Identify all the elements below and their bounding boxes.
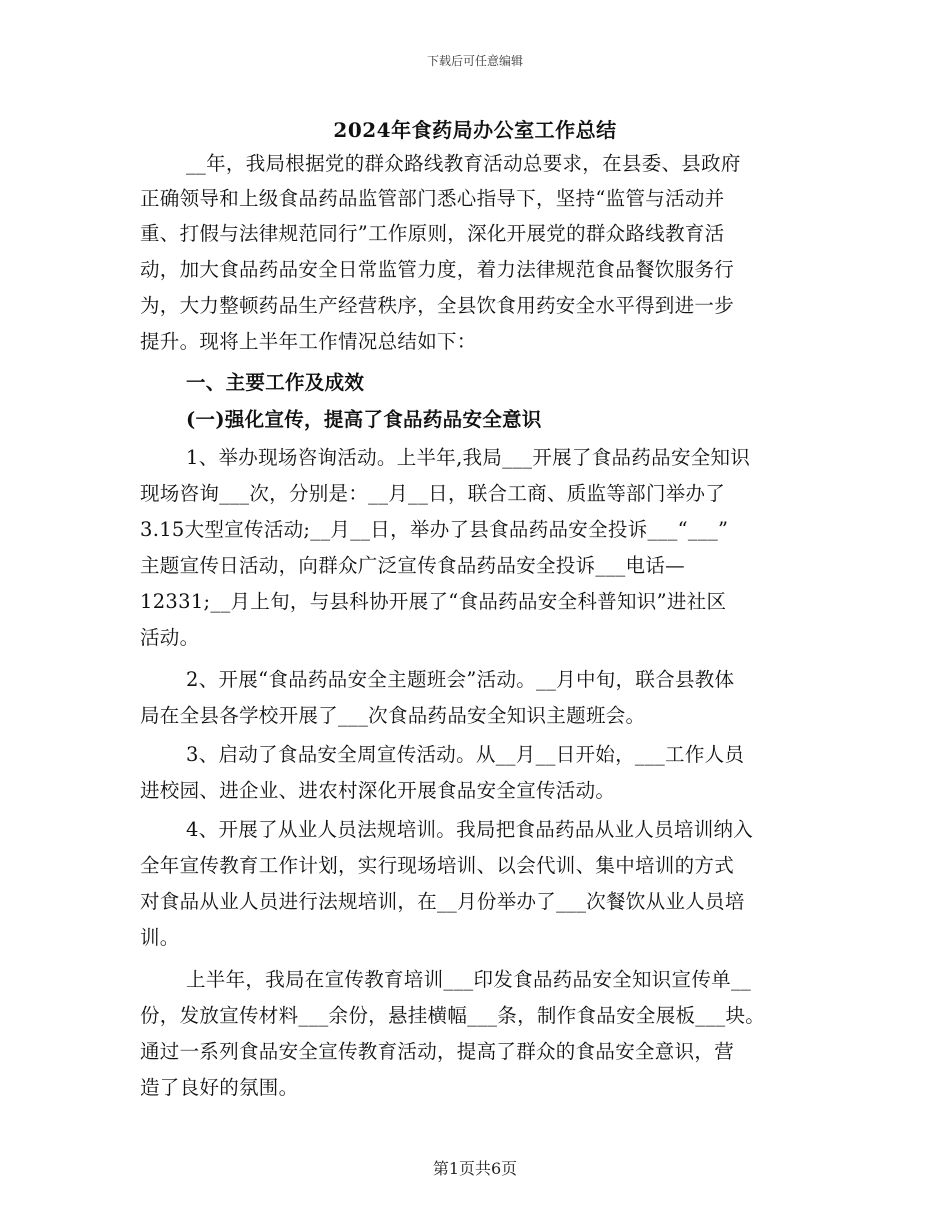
paragraph-line: 对食品从业人员进行法规培训，在__月份举办了___次餐饮从业人员培 [140, 890, 745, 913]
paragraph-line: 重、打假与法律规范同行”工作原则，深化开展党的群众路线教育活 [140, 222, 725, 245]
paragraph-line: __年，我局根据党的群众路线教育活动总要求，在县委、县政府 [186, 152, 741, 175]
paragraph-line: 1、举办现场咨询活动。上半年,我局___开展了食品药品安全知识 [186, 446, 751, 469]
paragraph-line: 3.15大型宣传活动;__月__日，举办了县食品药品安全投诉___“___” [140, 518, 729, 541]
subsection-heading: (一)强化宣传，提高了食品药品安全意识 [186, 408, 542, 431]
paragraph-line: 通过一系列食品安全宣传教育活动，提高了群众的食品安全意识，营 [140, 1040, 735, 1063]
section-heading: 一、主要工作及成效 [186, 371, 365, 394]
paragraph-line: 主题宣传日活动，向群众广泛宣传食品药品安全投诉___电话— [140, 554, 685, 577]
paragraph-line: 12331;__月上旬，与县科协开展了“食品药品安全科普知识”进社区 [140, 590, 727, 613]
paragraph-line: 活动。 [140, 626, 200, 649]
paragraph-line: 进校园、进企业、进农村深化开展食品安全宣传活动。 [140, 779, 616, 802]
paragraph-line: 动，加大食品药品安全日常监管力度，着力法律规范食品餐饮服务行 [140, 258, 735, 281]
paragraph-line: 造了良好的氛围。 [140, 1076, 299, 1099]
paragraph-line: 正确领导和上级食品药品监管部门悉心指导下，坚持“监管与活动并 [140, 187, 725, 210]
paragraph-line: 3、启动了食品安全周宣传活动。从__月__日开始，___工作人员 [186, 743, 745, 766]
page-number: 第1页共6页 [432, 1159, 518, 1178]
paragraph-line: 训。 [140, 926, 180, 949]
paragraph-line: 4、开展了从业人员法规培训。我局把食品药品从业人员培训纳入 [186, 818, 754, 841]
paragraph-line: 全年宣传教育工作计划，实行现场培训、以会代训、集中培训的方式 [140, 854, 735, 877]
page-header-note: 下载后可任意编辑 [426, 54, 523, 68]
paragraph-line: 上半年，我局在宣传教育培训___印发食品药品安全知识宣传单__ [186, 968, 752, 991]
paragraph-line: 份，发放宣传材料___余份，悬挂横幅___条，制作食品安全展板___块。 [140, 1004, 766, 1027]
document-title: 2024年食药局办公室工作总结 [333, 118, 617, 142]
paragraph-line: 提升。现将上半年工作情况总结如下： [140, 330, 477, 353]
paragraph-line: 2、开展“食品药品安全主题班会”活动。__月中旬，联合县教体 [186, 668, 735, 691]
paragraph-line: 现场咨询___次，分别是：__月__日，联合工商、质监等部门举办了 [140, 482, 726, 505]
paragraph-line: 为，大力整顿药品生产经营秩序，全县饮食用药安全水平得到进一步 [140, 294, 735, 317]
paragraph-line: 局在全县各学校开展了___次食品药品安全知识主题班会。 [140, 704, 646, 727]
